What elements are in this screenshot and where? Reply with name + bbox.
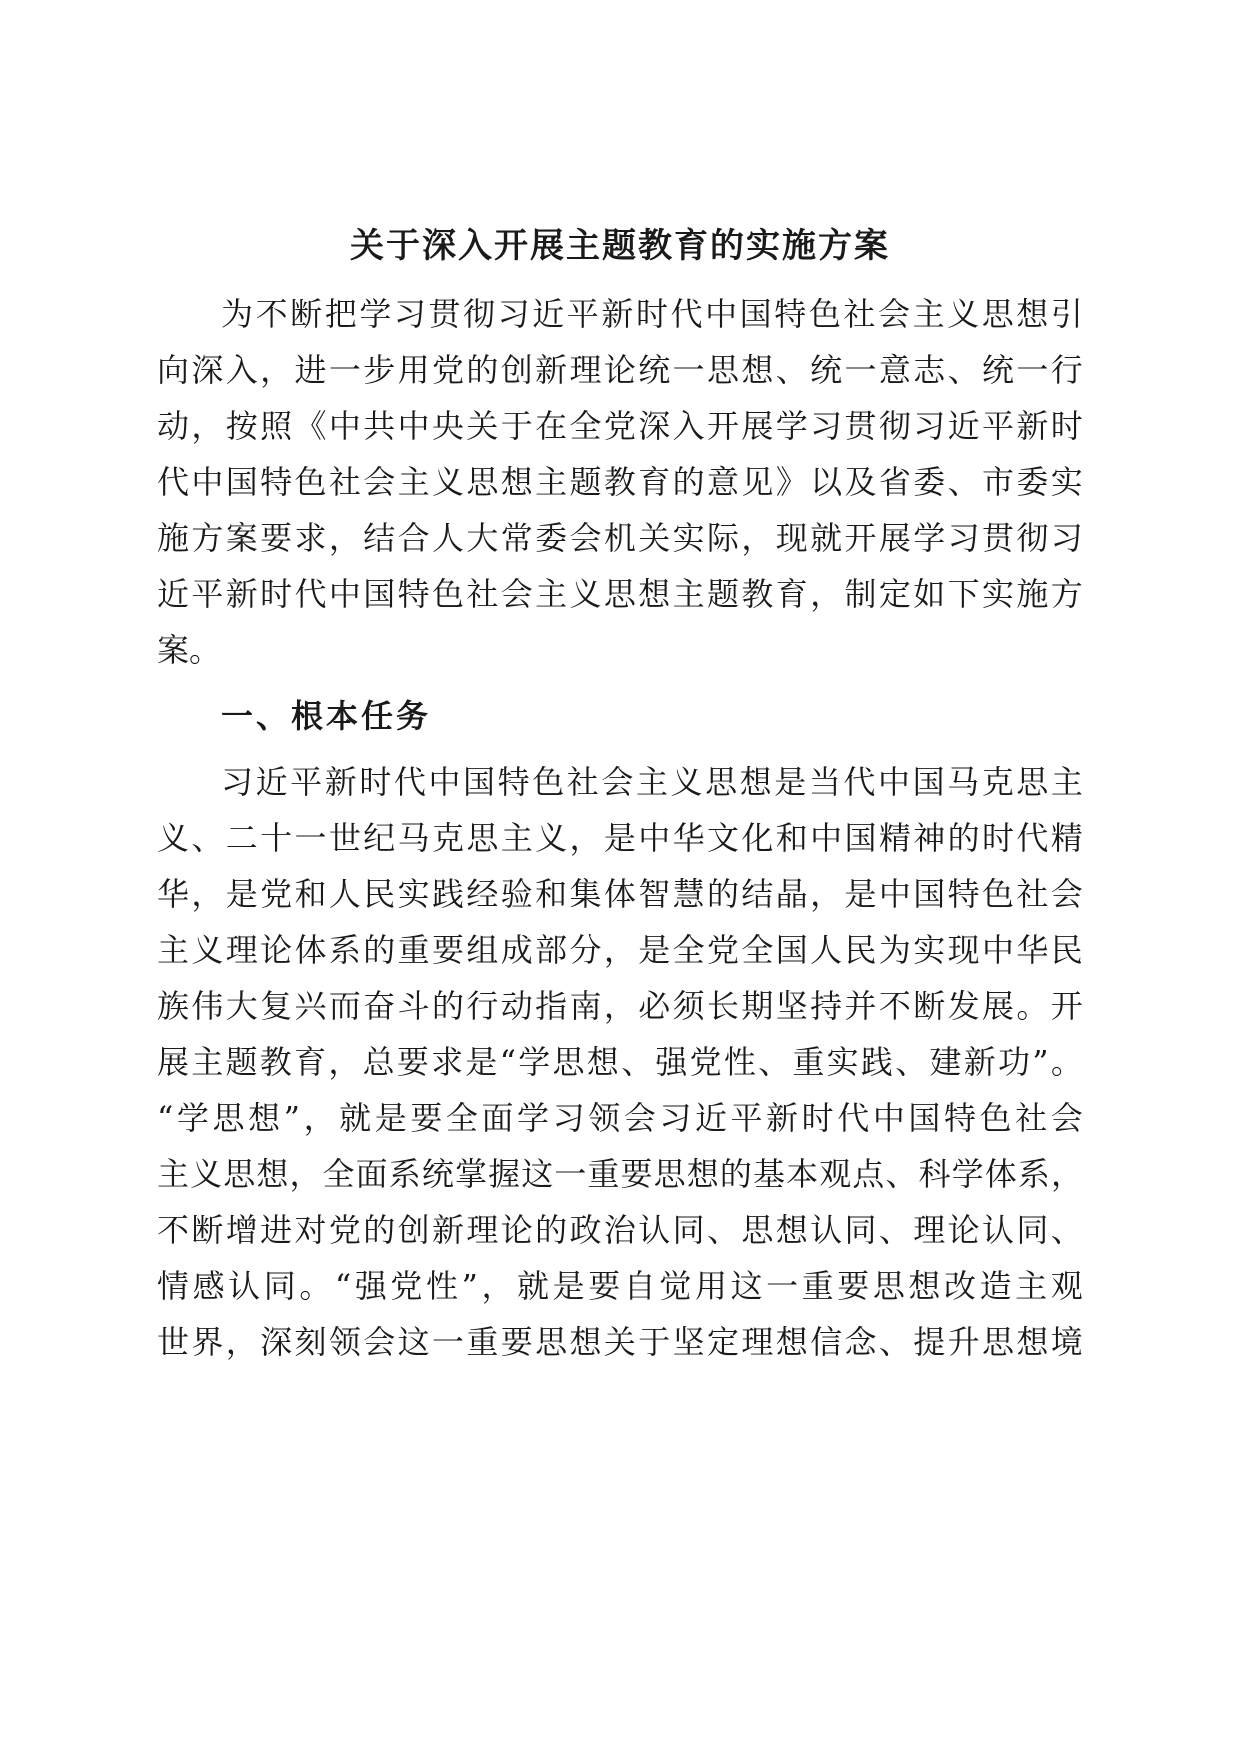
paragraph-1-line-2: 向 深 入 ， 进 一 步 用 党 的 创 新 理 论 统 一 思 想 、 统 一 意 志 、 统 一 行 bbox=[157, 351, 1083, 389]
paragraph-2-line-8: 主 义 思 想 ， 全 面 系 统 掌 握 这 一 重 要 思 想 的 基 本 观 点 、 科 学 体 系 ， bbox=[157, 1155, 1083, 1193]
paragraph-1-line-1: 为 不 断 把 学 习 贯 彻 习 近 平 新 时 代 中 国 特 色 社 会 主 义 思 想 引 bbox=[221, 295, 1083, 333]
document-title: 关于深入开展主题教育的实施方案 bbox=[350, 226, 890, 266]
paragraph-2-line-5: 族 伟 大 复 兴 而 奋 斗 的 行 动 指 南 ， 必 须 长 期 坚 持 并 不 断 发 展 。 开 bbox=[157, 987, 1083, 1025]
paragraph-1-line-3: 动 ， 按 照 《 中 共 中 央 关 于 在 全 党 深 入 开 展 学 习 贯 彻 习 近 平 新 时 bbox=[157, 407, 1083, 445]
paragraph-2-line-10: 情 感 认 同 。 “ 强 党 性 ” ， 就 是 要 自 觉 用 这 一 重 要 思 想 改 造 主 观 bbox=[157, 1267, 1083, 1305]
paragraph-1-line-6: 近 平 新 时 代 中 国 特 色 社 会 主 义 思 想 主 题 教 育 ， 制 定 如 下 实 施 方 bbox=[157, 575, 1083, 613]
paragraph-2-line-11: 世 界 ， 深 刻 领 会 这 一 重 要 思 想 关 于 坚 定 理 想 信 念 、 提 升 思 想 境 bbox=[157, 1323, 1083, 1361]
paragraph-2-line-4: 主 义 理 论 体 系 的 重 要 组 成 部 分 ， 是 全 党 全 国 人 民 为 实 现 中 华 民 bbox=[157, 931, 1083, 969]
paragraph-2-line-3: 华 ， 是 党 和 人 民 实 践 经 验 和 集 体 智 慧 的 结 晶 ， 是 中 国 特 色 社 会 bbox=[157, 875, 1083, 913]
paragraph-2-line-2: 义 、 二 十 一 世 纪 马 克 思 主 义 ， 是 中 华 文 化 和 中 国 精 神 的 时 代 精 bbox=[157, 819, 1083, 857]
paragraph-1-line-4: 代 中 国 特 色 社 会 主 义 思 想 主 题 教 育 的 意 见 》 以 及 省 委 、 市 委 实 bbox=[157, 463, 1083, 501]
paragraph-2-line-6: 展 主 题 教 育 ， 总 要 求 是 “ 学 思 想 、 强 党 性 、 重 实 践 、 建 新 功 ” 。 bbox=[157, 1043, 1083, 1081]
paragraph-2-line-7: “ 学 思 想 ” ， 就 是 要 全 面 学 习 领 会 习 近 平 新 时 代 中 国 特 色 社 会 bbox=[157, 1099, 1083, 1137]
paragraph-2-line-9: 不 断 增 进 对 党 的 创 新 理 论 的 政 治 认 同 、 思 想 认 同 、 理 论 认 同 、 bbox=[157, 1211, 1083, 1249]
paragraph-2-line-1: 习 近 平 新 时 代 中 国 特 色 社 会 主 义 思 想 是 当 代 中 国 马 克 思 主 bbox=[221, 763, 1083, 801]
paragraph-1-line-7: 案 。 bbox=[157, 631, 222, 669]
paragraph-1-line-5: 施 方 案 要 求 ， 结 合 人 大 常 委 会 机 关 实 际 ， 现 就 开 展 学 习 贯 彻 习 bbox=[157, 519, 1083, 557]
section-heading: 一、根本任务 bbox=[221, 697, 432, 735]
